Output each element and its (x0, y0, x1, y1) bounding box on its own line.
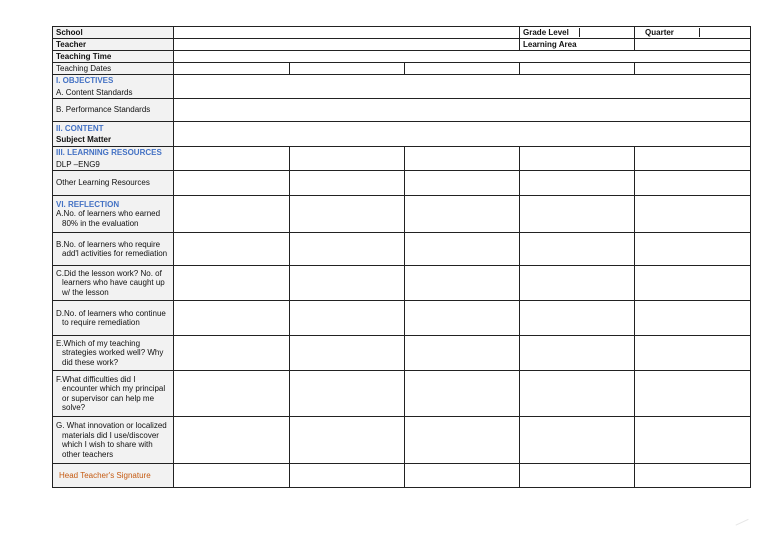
other-resources-cell-5[interactable] (635, 171, 751, 196)
reflection-heading: VI. REFLECTION (56, 199, 120, 209)
resources-cell (53, 147, 174, 171)
reflection-f-cell-5[interactable] (635, 371, 751, 417)
learning-resources-heading: III. LEARNING RESOURCES (56, 148, 162, 157)
reflection-e-cell-4[interactable] (520, 336, 635, 371)
other-resources-cell-1[interactable] (174, 171, 290, 196)
reflection-c-cell-3[interactable] (405, 266, 520, 301)
teaching-time-label: Teaching Time (53, 51, 174, 63)
school-field[interactable] (174, 27, 520, 39)
teaching-time-field[interactable] (174, 51, 751, 63)
reflection-g-cell-1[interactable] (174, 417, 290, 464)
teaching-dates-label: Teaching Dates (53, 63, 174, 75)
school-label: School (53, 27, 174, 39)
quarter-label: Quarter (635, 28, 700, 38)
reflection-a-cell-3[interactable] (405, 196, 520, 233)
row-reflection-f (53, 371, 751, 417)
reflection-b-cell-4[interactable] (520, 233, 635, 266)
reflection-item-f: F.What difficulties did I encounter which my principal or supervisor can help me solve? (56, 374, 166, 412)
row-signature (53, 464, 751, 488)
reflection-a-cell-4[interactable] (520, 196, 635, 233)
reflection-g-cell-5[interactable] (635, 417, 751, 464)
other-resources-cell-3[interactable] (405, 171, 520, 196)
reflection-b-cell-2[interactable] (290, 233, 405, 266)
row-reflection-c (53, 266, 751, 301)
row-school (53, 27, 751, 39)
reflection-a-cell-1[interactable] (174, 196, 290, 233)
teacher-label: Teacher (53, 39, 174, 51)
row-content-standards (53, 75, 751, 99)
subject-matter-field[interactable] (174, 122, 751, 147)
reflection-c-cell-2[interactable] (290, 266, 405, 301)
reflection-d-cell-4[interactable] (520, 301, 635, 336)
reflection-d-cell-1[interactable] (174, 301, 290, 336)
reflection-item-a: A.No. of learners who earned 80% in the evaluation (56, 209, 161, 228)
dlp-form-table (52, 26, 751, 488)
row-subject-matter (53, 122, 751, 147)
reflection-c-cell-1[interactable] (174, 266, 290, 301)
row-reflection-g (53, 417, 751, 464)
row-other-resources (53, 171, 751, 196)
reflection-c-cell-4[interactable] (520, 266, 635, 301)
reflection-d-cell-2[interactable] (290, 301, 405, 336)
row-teaching-time (53, 51, 751, 63)
reflection-a-cell-2[interactable] (290, 196, 405, 233)
dlp-label: DLP –ENG9 (56, 159, 100, 169)
reflection-d-cell-5[interactable] (635, 301, 751, 336)
reflection-c-cell-5[interactable] (635, 266, 751, 301)
reflection-e-cell-5[interactable] (635, 336, 751, 371)
row-teacher (53, 39, 751, 51)
learning-area-label: Learning Area (520, 39, 635, 51)
reflection-item-g: G. What innovation or localized materials did I use/discover which I wish to share with other teachers (56, 421, 167, 459)
corner-watermark-mark (733, 514, 748, 525)
row-performance-standards (53, 99, 751, 122)
other-resources-label: Other Learning Resources (53, 171, 174, 196)
signature-cell-2[interactable] (290, 464, 405, 488)
reflection-item-d: D.No. of learners who continue to require remediation (56, 308, 166, 327)
content-standards-label: A. Content Standards (56, 88, 133, 97)
reflection-g-cell-3[interactable] (405, 417, 520, 464)
reflection-e-cell-3[interactable] (405, 336, 520, 371)
teacher-field[interactable] (174, 39, 520, 51)
reflection-f-cell-3[interactable] (405, 371, 520, 417)
reflection-a-cell-5[interactable] (635, 196, 751, 233)
other-resources-cell-2[interactable] (290, 171, 405, 196)
reflection-f-cell-4[interactable] (520, 371, 635, 417)
subject-matter-label: Subject Matter (56, 135, 112, 144)
reflection-g-cell-4[interactable] (520, 417, 635, 464)
reflection-g-cell-2[interactable] (290, 417, 405, 464)
content-standards-field[interactable] (174, 75, 751, 99)
quarter-field[interactable] (700, 28, 750, 38)
reflection-d-cell-3[interactable] (405, 301, 520, 336)
grade-level-field[interactable] (580, 28, 634, 38)
content-heading: II. CONTENT (56, 123, 104, 133)
dlp-cell-3[interactable] (405, 147, 520, 171)
reflection-e-cell-1[interactable] (174, 336, 290, 371)
objectives-cell (53, 75, 174, 99)
grade-level-label: Grade Level (520, 28, 580, 38)
reflection-item-c: C.Did the lesson work? No. of learners who have caught up w/ the lesson (56, 268, 165, 297)
content-cell (53, 122, 174, 147)
dlp-cell-2[interactable] (290, 147, 405, 171)
reflection-item-b: B.No. of learners who require add'l activities for remediation (56, 239, 168, 258)
reflection-item-e: E.Which of my teaching strategies worked well? Why did these work? (56, 338, 164, 367)
date-cell-1[interactable] (174, 63, 290, 75)
signature-cell-4[interactable] (520, 464, 635, 488)
row-reflection-d (53, 301, 751, 336)
row-teaching-dates (53, 63, 751, 75)
date-cell-3[interactable] (405, 63, 520, 75)
row-dlp (53, 147, 751, 171)
objectives-heading: I. OBJECTIVES (56, 75, 114, 85)
reflection-b-cell-3[interactable] (405, 233, 520, 266)
head-teacher-signature-label: Head Teacher's Signature (59, 470, 151, 480)
dlp-cell-5[interactable] (635, 147, 751, 171)
date-cell-5[interactable] (635, 63, 751, 75)
dlp-cell-4[interactable] (520, 147, 635, 171)
row-reflection-b (53, 233, 751, 266)
learning-area-field[interactable] (635, 39, 751, 51)
reflection-b-cell-5[interactable] (635, 233, 751, 266)
reflection-f-cell-2[interactable] (290, 371, 405, 417)
row-reflection-a (53, 196, 751, 233)
reflection-e-cell-2[interactable] (290, 336, 405, 371)
reflection-f-cell-1[interactable] (174, 371, 290, 417)
performance-standards-field[interactable] (174, 99, 751, 122)
signature-cell-3[interactable] (405, 464, 520, 488)
reflection-b-cell-1[interactable] (174, 233, 290, 266)
reflection-a-cell (53, 196, 174, 233)
row-reflection-e (53, 336, 751, 371)
date-cell-2[interactable] (290, 63, 405, 75)
performance-standards-label: B. Performance Standards (53, 99, 174, 122)
signature-cell-5[interactable] (635, 464, 751, 488)
signature-cell-1[interactable] (174, 464, 290, 488)
other-resources-cell-4[interactable] (520, 171, 635, 196)
dlp-cell-1[interactable] (174, 147, 290, 171)
date-cell-4[interactable] (520, 63, 635, 75)
